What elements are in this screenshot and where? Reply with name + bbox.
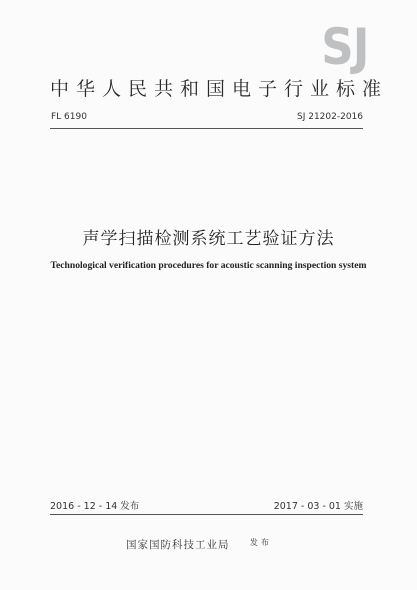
classification-code: FL 6190: [51, 112, 87, 122]
top-divider: [50, 128, 363, 129]
issue-date: 2016 - 12 - 14 发布: [50, 501, 140, 512]
title-english: Technological verification procedures for acoustic scanning inspection system: [50, 260, 367, 271]
bottom-divider: [50, 514, 363, 515]
publisher-line: [126, 537, 272, 552]
implementation-date: 2017 - 03 - 01 实施: [273, 501, 363, 512]
standard-type-heading: 中华人民共和国电子行业标准: [50, 78, 389, 100]
publisher-action: 发布: [249, 538, 272, 547]
date-row: [50, 498, 363, 512]
standard-number: SJ 21202-2016: [296, 112, 363, 122]
title-chinese: 声学扫描检测系统工艺验证方法: [82, 229, 335, 249]
publisher-name: 国家国防科技工业局: [126, 539, 230, 551]
sj-logo: SJ: [321, 18, 369, 76]
code-row: [51, 112, 363, 122]
